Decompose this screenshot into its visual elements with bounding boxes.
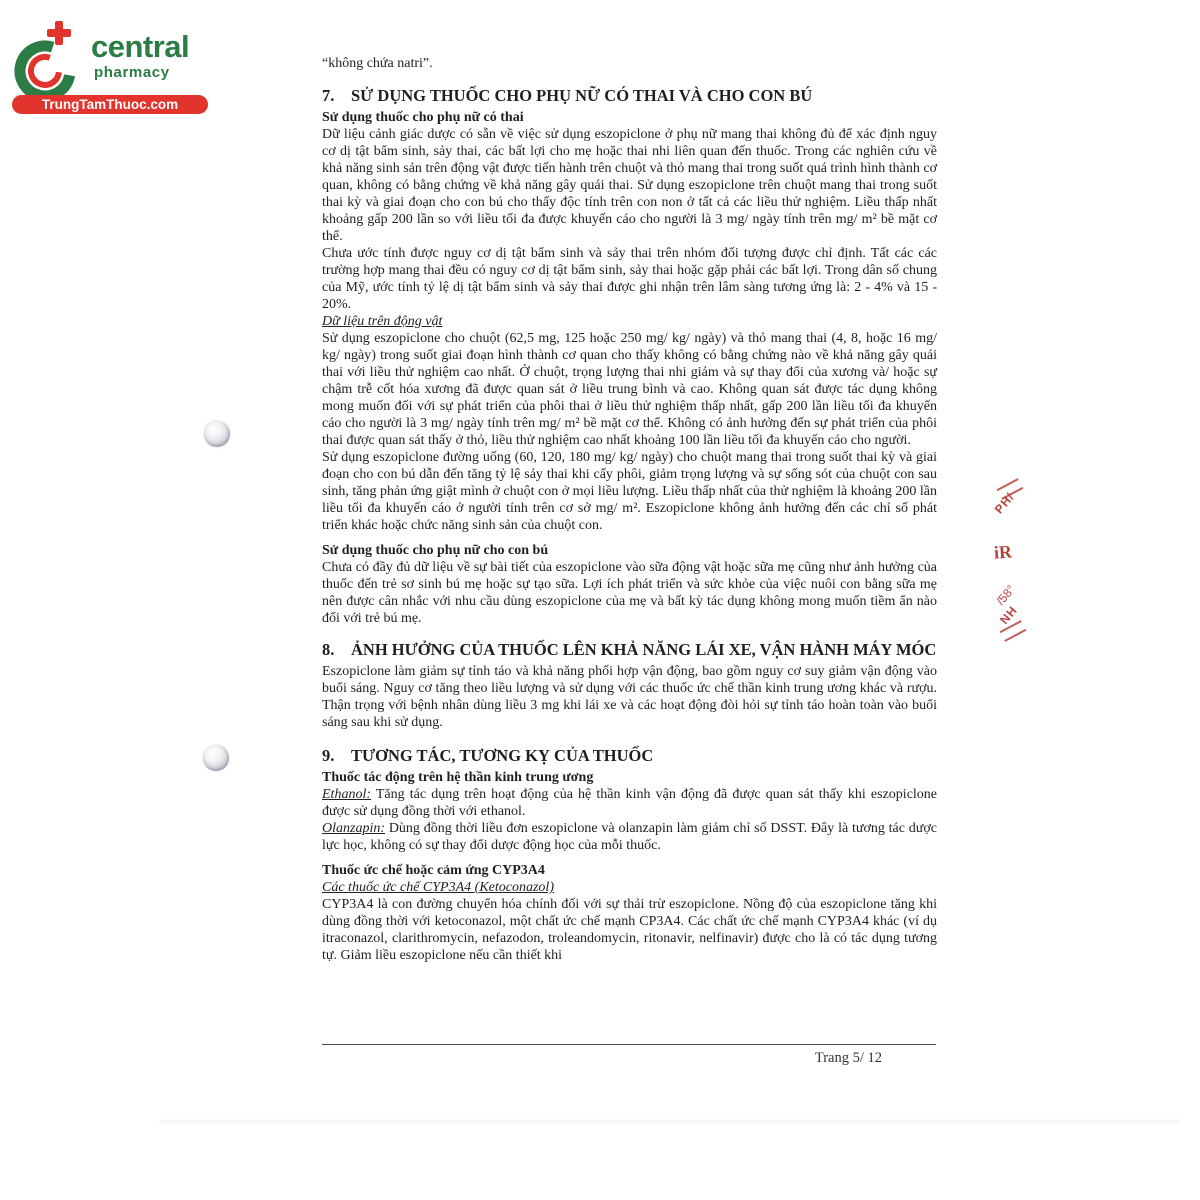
animal-data-subheading: Dữ liệu trên động vật xyxy=(322,314,443,329)
paragraph: Dữ liệu cảnh giác dược có sẵn về việc sử dụng eszopiclone ở phụ nữ mang thai không đủ để xác định nguy cơ dị tật bẩm sinh, sảy thai, các bất lợi cho mẹ hoặc thai nhi liên quan đến thuốc. Trong các nghiên cứu về khả năng sinh sản trên động vật được tiến hành trên chuột và thỏ mang thai trong suốt quá trình hình thành cơ quan, không có bằng chứng về khả năng gây quái thai. Sử dụng eszopiclone trên chuột mang thai trong suốt thai kỳ và giai đoạn cho con bú cho thấy độc tính trên con non ở tất cả các liều thử nghiệm. Liều thấp nhất khoảng gấp 200 lần so với liều tối đa được khuyến cáo cho người là 3 mg/ ngày tính trên mg/ m² bề mặt cơ thể. xyxy=(322,127,937,244)
opening-line: “không chứa natri”. xyxy=(322,56,433,71)
section9-title: TƯƠNG TÁC, TƯƠNG KỴ CỦA THUỐC xyxy=(351,746,654,765)
ethanol-paragraph xyxy=(322,786,937,820)
paragraph: CYP3A4 là con đường chuyển hóa chính đối với sự thải trừ eszopiclone. Nồng độ của eszopiclone tăng khi dùng đồng thời với ketoconazol, một chất ức chế mạnh CP3A4. Các chất ức chế mạnh CYP3A4 khác (ví dụ itraconazol, clarithromycin, nefazodon, troleandomycin, ritonavir, nelfinavir) được cho là có tác dụng tương tự. Giảm liều eszopiclone nếu cần thiết khi xyxy=(322,897,937,963)
paragraph: Sử dụng eszopiclone cho chuột (62,5 mg, 125 hoặc 250 mg/ kg/ ngày) và thỏ mang thai (4, 8, hoặc 16 mg/ kg/ ngày) trong suốt giai đoạn hình thành cơ quan cho thấy không có bằng chứng nào về khả năng gây quái thai với liều thử nghiệm cao nhất. Ở chuột, trọng lượng thai nhi giảm và sự thay đổi của xương và/ hoặc sự chậm trễ cốt hóa xương đã được quan sát ở liều trung bình và cao. Không quan sát được tác dụng không mong muốn đối với sự phát triển của phôi thai ở liều thử nghiệm thấp nhất, gấp 200 lần liều tối đa khuyến cáo cho người là 3 mg/ ngày tính trên mg/ m² bề mặt cơ thể. Không có ảnh hưởng đến sự phát triển của phôi thai được quan sát thấy ở thỏ, liều thử nghiệm cao nhất khoảng 100 lần liều tối đa khuyến cáo cho người. xyxy=(322,331,937,448)
central-pharmacy-logo xyxy=(0,0,300,140)
logo-tagline-text: pharmacy xyxy=(94,64,170,81)
document-text-column xyxy=(322,55,937,964)
scan-artifact xyxy=(160,1120,1180,1123)
cyp-subheading: Thuốc ức chế hoặc cảm ứng CYP3A4 xyxy=(322,863,545,878)
paragraph: Sử dụng eszopiclone đường uống (60, 120, 180 mg/ kg/ ngày) cho chuột mang thai trong suốt thai kỳ và giai đoạn cho con bú dẫn đến tăng tỷ lệ sảy thai khi cấy phôi, giảm trọng lượng và sự sống sót của chuột con sau sinh, tăng phản ứng giật mình ở chuột con ở mọi liều lượng. Liều thấp nhất của thử nghiệm là khoảng 200 lần liều tối đa khuyến cáo ở người tính trên cơ sở mg/ m². Eszopiclone không ảnh hưởng đến các chỉ số phát triển khác hoặc chức năng sinh sản của chuột con. xyxy=(322,450,937,533)
section9-heading xyxy=(322,745,937,767)
cyp-inhibitors-subheading: Các thuốc ức chế CYP3A4 (Ketoconazol) xyxy=(322,880,554,895)
section8-heading xyxy=(322,639,937,661)
paragraph: Chưa ước tính được nguy cơ dị tật bẩm sinh và sảy thai trên nhóm đối tượng được chỉ định. Tất các các trường hợp mang thai đều có nguy cơ dị tật bẩm sinh, sảy thai hoặc gặp phải các bất lợi. Trong dân số chung của Mỹ, ước tính tỷ lệ dị tật bẩm sinh và sảy thai được ghi nhận trên lâm sàng tương ứng là: 2 - 4% và 15 - 20%. xyxy=(322,246,937,312)
section7-title: SỬ DỤNG THUỐC CHO PHỤ NỮ CÓ THAI VÀ CHO CON BÚ xyxy=(351,86,813,105)
olanzapin-paragraph xyxy=(322,820,937,854)
punch-hole xyxy=(204,421,230,447)
lactation-subheading: Sử dụng thuốc cho phụ nữ cho con bú xyxy=(322,543,549,558)
ethanol-lead: Ethanol: xyxy=(322,787,371,802)
logo-banner-link[interactable]: TrungTamThuoc.com xyxy=(12,95,208,114)
olanzapin-text: Dùng đồng thời liều đơn eszopiclone và olanzapin làm giảm chỉ số DSST. Đây là tương tác dược lực học, không có sự thay đổi dược động học của mỗi thuốc. xyxy=(322,821,937,853)
section9-number: 9. xyxy=(322,746,335,765)
paragraph: Eszopiclone làm giảm sự tỉnh táo và khả năng phối hợp vận động, bao gồm nguy cơ suy giảm vận động vào buổi sáng. Nguy cơ tăng theo liều lượng và sử dụng với các thuốc ức chế thần kinh trung ương khác và rượu. Thận trọng với bệnh nhân dùng liều 3 mg khi lái xe và các hoạt động đòi hỏi sự tỉnh táo hoàn toàn vào buổi sáng sau khi sử dụng. xyxy=(322,664,937,730)
page-number: Trang 5/ 12 xyxy=(814,1050,882,1066)
pregnancy-subheading: Sử dụng thuốc cho phụ nữ có thai xyxy=(322,110,524,125)
olanzapin-lead: Olanzapin: xyxy=(322,821,385,836)
section8-number: 8. xyxy=(322,640,335,659)
footer-divider xyxy=(322,1044,936,1045)
stamp-fragment-ir: iR xyxy=(993,541,1013,563)
section8-title: ẢNH HƯỞNG CỦA THUỐC LÊN KHẢ NĂNG LÁI XE, VẬN HÀNH MÁY MÓC xyxy=(351,640,937,659)
stamp-fragment-nh: NH xyxy=(997,603,1021,627)
ethanol-text: Tăng tác dụng trên hoạt động của hệ thần kinh vận động đã được quan sát thấy khi eszopiclone được sử dụng đồng thời với ethanol. xyxy=(322,787,938,819)
cns-subheading: Thuốc tác động trên hệ thần kinh trung ương xyxy=(322,770,594,785)
paragraph: Chưa có đầy đủ dữ liệu về sự bài tiết của eszopiclone vào sữa động vật hoặc sữa mẹ cũng như ảnh hưởng của thuốc đến trẻ sơ sinh bú mẹ hoặc sự tạo sữa. Lợi ích phát triển và sức khỏe của việc nuôi con bằng sữa mẹ nên được cân nhắc với nhu cầu dùng eszopiclone của mẹ và bất kỳ tác dụng không mong muốn tiềm ẩn nào đối với trẻ bú mẹ. xyxy=(322,560,937,626)
section7-heading xyxy=(322,85,937,107)
stamp-fragment-number: /58° xyxy=(993,582,1019,608)
section7-number: 7. xyxy=(322,86,335,105)
stamp-fragment-ph: PH/ xyxy=(991,489,1018,517)
logo-brand-text: central xyxy=(91,29,190,64)
punch-hole xyxy=(203,745,229,771)
